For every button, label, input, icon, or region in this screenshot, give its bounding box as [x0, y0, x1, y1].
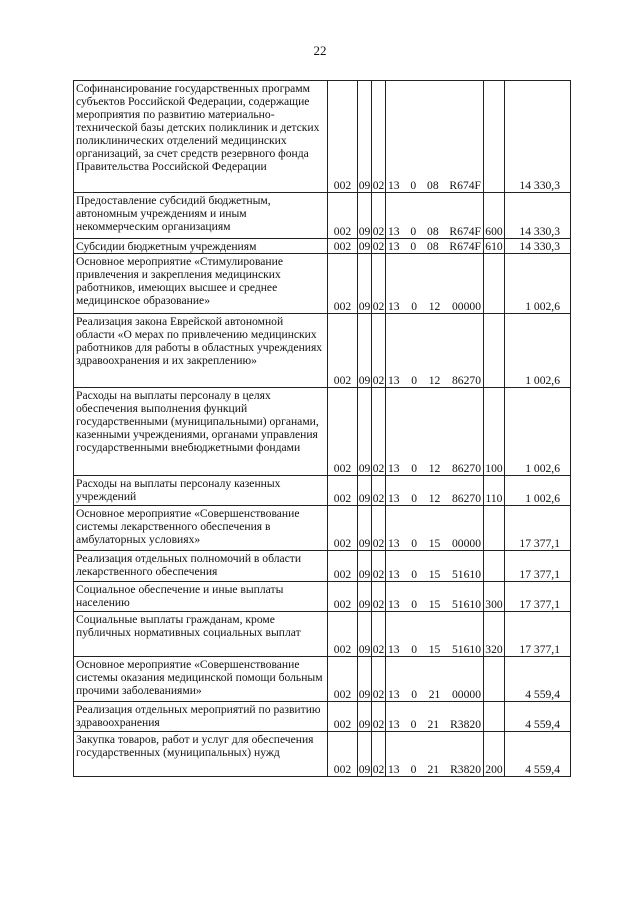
subsection-code: 02	[372, 240, 385, 253]
target-article-code	[386, 81, 484, 193]
expense-type-code: 110	[484, 476, 505, 506]
program-code: 13	[388, 763, 400, 776]
amount: 17 377,1	[505, 506, 571, 551]
section-code: 09	[358, 254, 372, 314]
subprogram-code: 0	[411, 462, 418, 475]
event-code: 15	[428, 568, 441, 581]
expense-type-code: 100	[484, 388, 505, 476]
event-code: 15	[428, 643, 441, 656]
ministry-code: 002	[328, 81, 358, 193]
table-row	[74, 81, 571, 193]
section-code: 09	[358, 551, 372, 582]
row-name: Расходы на выплаты персоналу в целях обеспечения выполнения функций государственными (муниципальными) органами, казенными учреждениями, органами управления государственными внебюджетными фондами	[74, 388, 328, 476]
table-row	[74, 551, 571, 582]
expense-type-code	[484, 254, 505, 314]
ministry-code: 002	[328, 314, 358, 388]
ministry-code: 002	[328, 388, 358, 476]
target-article-code	[386, 582, 484, 612]
subprogram-code: 0	[411, 374, 418, 387]
program-code: 13	[388, 240, 400, 253]
expense-type-code	[484, 551, 505, 582]
expense-type-code: 300	[484, 582, 505, 612]
target-article-code	[386, 254, 484, 314]
row-name: Софинансирование государственных программ субъектов Российской Федерации, содержащие мероприятия по развитию материально-технической базы детских поликлиник и детских поликлинических отделений медицинских организаций, за счет средств резервного фонда Правительства Российской Федерации	[74, 81, 328, 193]
subsection-code: 02	[372, 388, 386, 476]
program-code: 13	[388, 598, 400, 611]
table-row	[74, 239, 571, 254]
row-name: Социальные выплаты гражданам, кроме публичных нормативных социальных выплат	[74, 612, 328, 657]
subsection-code: 02	[372, 551, 386, 582]
direction-code: R3820	[450, 718, 481, 731]
target-article-code	[386, 239, 484, 254]
direction-code: R3820	[450, 763, 481, 776]
target-article-code	[386, 506, 484, 551]
subsection-code: 02	[372, 657, 386, 702]
direction-code: 86270	[452, 374, 481, 387]
row-name: Закупка товаров, работ и услуг для обеспечения государственных (муниципальных) нужд	[74, 732, 328, 777]
table-row	[74, 612, 571, 657]
direction-code: 00000	[452, 688, 481, 701]
subsection-code: 02	[372, 193, 386, 239]
program-code: 13	[388, 300, 400, 313]
table-row	[74, 506, 571, 551]
table-row	[74, 732, 571, 777]
program-code: 13	[388, 179, 400, 192]
row-name: Социальное обеспечение и иные выплаты населению	[74, 582, 328, 612]
subsection-code: 02	[372, 702, 386, 732]
expense-type-code	[484, 81, 505, 193]
section-code: 09	[358, 702, 372, 732]
section-code: 09	[358, 476, 372, 506]
amount: 14 330,3	[505, 193, 571, 239]
target-article-code	[386, 657, 484, 702]
direction-code: 51610	[452, 643, 481, 656]
ministry-code: 002	[328, 582, 358, 612]
ministry-code: 002	[328, 612, 358, 657]
amount: 1 002,6	[505, 388, 571, 476]
program-code: 13	[388, 568, 400, 581]
direction-code: R674F	[449, 179, 481, 192]
row-name: Реализация отдельных мероприятий по развитию здравоохранения	[74, 702, 328, 732]
section-code: 09	[358, 732, 372, 777]
amount: 4 559,4	[505, 702, 571, 732]
ministry-code: 002	[328, 476, 358, 506]
target-article-code	[386, 193, 484, 239]
event-code: 21	[427, 718, 440, 731]
subprogram-code: 0	[411, 492, 418, 505]
expense-type-code: 610	[485, 240, 503, 253]
table-row	[74, 254, 571, 314]
expense-type-code	[484, 314, 505, 388]
row-name: Предоставление субсидий бюджетным, автономным учреждениям и иным некоммерческим организациям	[74, 193, 328, 239]
section-code: 09	[358, 582, 372, 612]
table-row	[74, 657, 571, 702]
subprogram-code: 0	[410, 225, 417, 238]
subprogram-code: 0	[411, 300, 418, 313]
table-row	[74, 582, 571, 612]
program-code: 13	[388, 462, 400, 475]
ministry-code: 002	[328, 702, 358, 732]
expense-type-code	[484, 657, 505, 702]
expense-type-code	[484, 506, 505, 551]
row-name: Основное мероприятие «Совершенствование системы оказания медицинской помощи больным прочими заболеваниями»	[74, 657, 328, 702]
subprogram-code: 0	[410, 763, 417, 776]
program-code: 13	[388, 643, 400, 656]
row-name: Основное мероприятие «Стимулирование привлечения и закрепления медицинских работников, имеющих высшее и среднее медицинское образование»	[74, 254, 328, 314]
subsection-code: 02	[372, 732, 386, 777]
event-code: 08	[427, 225, 439, 238]
table-row	[74, 193, 571, 239]
expense-type-code: 200	[484, 732, 505, 777]
ministry-code: 002	[328, 254, 358, 314]
target-article-code	[386, 551, 484, 582]
ministry-code: 002	[328, 193, 358, 239]
row-name: Реализация закона Еврейской автономной области «О мерах по привлечению медицинских работников для работы в областных учреждениях здравоохранения и их закреплению»	[74, 314, 328, 388]
event-code: 12	[428, 462, 441, 475]
event-code: 15	[428, 598, 441, 611]
amount: 1 002,6	[505, 314, 571, 388]
section-code: 09	[358, 240, 371, 253]
subsection-code: 02	[372, 314, 386, 388]
section-code: 09	[358, 193, 372, 239]
ministry-code: 002	[328, 657, 358, 702]
target-article-code	[386, 732, 484, 777]
subsection-code: 02	[372, 506, 386, 551]
section-code: 09	[358, 506, 372, 551]
expense-type-code	[484, 702, 505, 732]
expense-type-code: 600	[484, 193, 505, 239]
table-row	[74, 702, 571, 732]
amount: 1 002,6	[505, 476, 571, 506]
ministry-code: 002	[328, 551, 358, 582]
direction-code: 51610	[452, 568, 481, 581]
section-code: 09	[358, 657, 372, 702]
subprogram-code: 0	[411, 537, 418, 550]
program-code: 13	[388, 492, 400, 505]
subsection-code: 02	[372, 81, 386, 193]
subsection-code: 02	[372, 476, 386, 506]
table-row	[74, 388, 571, 476]
subprogram-code: 0	[411, 568, 418, 581]
section-code: 09	[358, 388, 372, 476]
direction-code: 00000	[452, 300, 481, 313]
amount: 14 330,3	[505, 81, 571, 193]
section-code: 09	[358, 314, 372, 388]
subprogram-code: 0	[410, 179, 417, 192]
direction-code: R674F	[449, 225, 481, 238]
event-code: 12	[428, 374, 441, 387]
ministry-code: 002	[328, 732, 358, 777]
section-code: 09	[358, 81, 372, 193]
target-article-code	[386, 388, 484, 476]
amount: 4 559,4	[505, 732, 571, 777]
subsection-code: 02	[372, 582, 386, 612]
target-article-code	[386, 476, 484, 506]
direction-code: R674F	[449, 240, 481, 253]
program-code: 13	[388, 718, 400, 731]
event-code: 08	[427, 179, 439, 192]
direction-code: 86270	[452, 492, 481, 505]
row-name: Расходы на выплаты персоналу казенных учреждений	[74, 476, 328, 506]
subsection-code: 02	[372, 254, 386, 314]
target-article-code	[386, 612, 484, 657]
event-code: 08	[427, 240, 439, 253]
row-name: Реализация отдельных полномочий в области лекарственного обеспечения	[74, 551, 328, 582]
ministry-code: 002	[328, 506, 358, 551]
event-code: 21	[427, 763, 440, 776]
event-code: 21	[428, 688, 441, 701]
event-code: 12	[428, 492, 441, 505]
expense-type-code: 320	[484, 612, 505, 657]
program-code: 13	[388, 537, 400, 550]
amount: 17 377,1	[505, 582, 571, 612]
amount: 14 330,3	[505, 239, 571, 254]
amount: 4 559,4	[505, 657, 571, 702]
subsection-code: 02	[372, 612, 386, 657]
row-name: Субсидии бюджетным учреждениям	[74, 239, 328, 254]
amount: 1 002,6	[505, 254, 571, 314]
program-code: 13	[388, 688, 400, 701]
program-code: 13	[388, 374, 400, 387]
direction-code: 00000	[452, 537, 481, 550]
page-number: 22	[313, 43, 327, 58]
subprogram-code: 0	[411, 643, 418, 656]
table-row	[74, 314, 571, 388]
subprogram-code: 0	[410, 718, 417, 731]
section-code: 09	[358, 612, 372, 657]
program-code: 13	[388, 225, 400, 238]
target-article-code	[386, 702, 484, 732]
amount: 17 377,1	[505, 551, 571, 582]
direction-code: 86270	[452, 462, 481, 475]
ministry-code: 002	[328, 239, 358, 254]
table-row	[74, 476, 571, 506]
target-article-code	[386, 314, 484, 388]
subprogram-code: 0	[411, 688, 418, 701]
subprogram-code: 0	[411, 598, 418, 611]
direction-code: 51610	[452, 598, 481, 611]
event-code: 12	[428, 300, 441, 313]
budget-table	[73, 80, 571, 777]
subprogram-code: 0	[410, 240, 417, 253]
amount: 17 377,1	[505, 612, 571, 657]
event-code: 15	[428, 537, 441, 550]
row-name: Основное мероприятие «Совершенствование системы лекарственного обеспечения в амбулаторных условиях»	[74, 506, 328, 551]
